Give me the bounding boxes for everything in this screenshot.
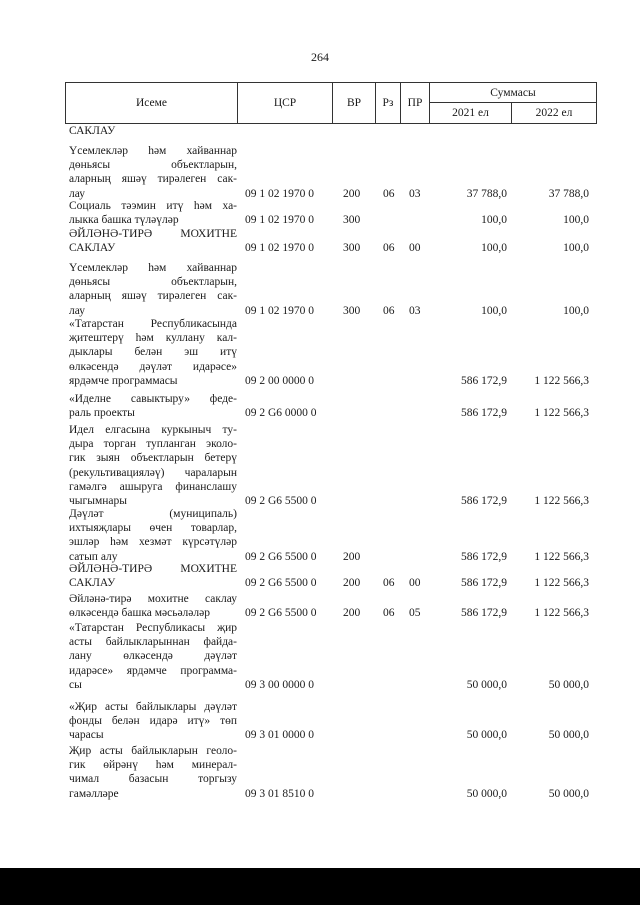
- row-vr: 300: [343, 242, 361, 255]
- row-vr: 200: [343, 187, 361, 200]
- row-csr: 09 3 01 0000 0: [245, 729, 314, 742]
- row-amount-2021: 100,0: [481, 242, 507, 255]
- header-pr: ПР: [400, 82, 430, 124]
- row-rz: 06: [383, 304, 395, 317]
- table-row: [65, 227, 597, 255]
- table-row: [65, 261, 597, 318]
- table-row: [65, 199, 597, 227]
- row-name-line: фонды белән идарә итү» төп: [69, 715, 237, 728]
- row-name-line: идарәсе» ярдәмче программа-: [69, 664, 237, 677]
- row-name-line: Дәүләт (муниципаль): [69, 508, 237, 520]
- row-name: [69, 423, 237, 508]
- row-name-line: сы: [69, 678, 82, 691]
- row-name-line: лыкка башка түләүләр: [69, 214, 179, 227]
- row-csr: 09 1 02 1970 0: [245, 214, 314, 227]
- row-amount-2021: 586 172,9: [461, 495, 507, 507]
- row-amount-2022: 100,0: [563, 214, 589, 227]
- row-name-line: САКЛАУ: [69, 242, 116, 255]
- row-name-line: «Татарстан Республикасы җир: [69, 622, 237, 634]
- table-row: [65, 392, 597, 420]
- row-name-line: аларның яшәү тирәлеген сак-: [69, 290, 237, 303]
- row-name-line: Үсемлекләр һәм хайваннар: [69, 145, 237, 157]
- header-vr: ВР: [332, 82, 376, 124]
- row-amount-2022: 50 000,0: [548, 787, 589, 800]
- row-rz: 06: [383, 607, 395, 620]
- row-name-line: асты байлыкларыннан файда-: [69, 636, 237, 649]
- scan-bottom-bar: [0, 868, 640, 905]
- row-name-line: «Җир асты байлыклары дәүләт: [69, 701, 237, 713]
- row-amount-2022: 1 122 566,3: [534, 407, 589, 420]
- page-number: 264: [311, 50, 329, 64]
- row-name-line: лану өлкәсендә дәүләт: [69, 650, 237, 663]
- row-pr: 05: [409, 607, 421, 620]
- row-csr: 09 2 G6 5500 0: [245, 577, 317, 590]
- row-amount-2022: 1 122 566,3: [534, 550, 589, 563]
- header-rz: Рз: [375, 82, 401, 124]
- row-amount-2022: 50 000,0: [548, 729, 589, 742]
- table-row: [65, 124, 597, 138]
- row-csr: 09 1 02 1970 0: [245, 304, 314, 317]
- row-rz: 06: [383, 577, 395, 590]
- row-name-line: «Татарстан Республикасында: [69, 318, 237, 330]
- row-name-line: САКЛАУ: [69, 577, 116, 590]
- row-name-line: Идел елгасына куркыныч ту-: [69, 424, 237, 436]
- row-csr: 09 2 G6 5500 0: [245, 495, 317, 507]
- row-name-line: ӘЙЛӘНӘ-ТИРӘ МОХИТНЕ: [69, 228, 237, 240]
- row-amount-2022: 1 122 566,3: [534, 495, 589, 507]
- row-csr: 09 2 G6 5500 0: [245, 550, 317, 563]
- row-name-line: өлкәсендә дәүләт идарәсе»: [69, 360, 237, 373]
- header-csr: ЦСР: [237, 82, 333, 124]
- row-name-line: ихтыяҗлары өчен товарлар,: [69, 522, 237, 535]
- row-amount-2021: 586 172,9: [461, 374, 507, 387]
- row-name: [69, 199, 237, 227]
- row-name: [69, 227, 237, 255]
- row-name-line: ярдәмче программасы: [69, 374, 178, 387]
- row-name-line: аларның яшәү тирәлеген сак-: [69, 173, 237, 186]
- row-name: [69, 592, 237, 620]
- row-name-line: чыгымнары: [69, 494, 127, 507]
- table-row: [65, 592, 597, 620]
- row-csr: 09 2 G6 0000 0: [245, 407, 317, 420]
- table-row: [65, 423, 597, 508]
- row-amount-2021: 50 000,0: [466, 787, 507, 800]
- row-csr: 09 2 00 0000 0: [245, 374, 314, 387]
- row-name-line: ӘЙЛӘНӘ-ТИРӘ МОХИТНЕ: [69, 563, 237, 575]
- row-name: [69, 392, 237, 420]
- row-name-line: дөньясы объектларын,: [69, 159, 237, 172]
- row-amount-2021: 586 172,9: [461, 577, 507, 590]
- row-name-line: Җир асты байлыкларын геоло-: [69, 745, 237, 757]
- row-name-line: «Иделне савыктыру» феде-: [69, 393, 237, 405]
- row-name-line: эшләр һәм хезмәт күрсәтүләр: [69, 536, 237, 549]
- row-name-line: сатып алу: [69, 550, 118, 563]
- row-name: [69, 144, 237, 201]
- row-vr: 200: [343, 550, 361, 563]
- row-name: [69, 261, 237, 318]
- row-name-line: дыклары белән эш итү: [69, 346, 237, 359]
- row-name-line: гамәлгә ашыруга финанслашу: [69, 480, 237, 493]
- row-name-line: лау: [69, 187, 86, 200]
- row-amount-2021: 50 000,0: [466, 729, 507, 742]
- row-name-line: гик өйрәнү һәм минерал-: [69, 759, 237, 772]
- row-amount-2021: 586 172,9: [461, 550, 507, 563]
- row-csr: 09 2 G6 5500 0: [245, 607, 317, 620]
- row-name-line: Социаль тәэмин итү һәм ха-: [69, 200, 237, 212]
- row-amount-2022: 100,0: [563, 242, 589, 255]
- row-name-line: гамәлләре: [69, 787, 119, 800]
- row-vr: 300: [343, 304, 361, 317]
- table-row: [65, 562, 597, 590]
- row-csr: 09 1 02 1970 0: [245, 187, 314, 200]
- row-vr: 300: [343, 214, 361, 227]
- row-name-line: Үсемлекләр һәм хайваннар: [69, 262, 237, 274]
- header-year-2021: 2021 ел: [429, 102, 512, 124]
- row-name-line: лау: [69, 304, 86, 317]
- row-name-line: (рекультивацияләү) чараларын: [69, 466, 237, 479]
- row-csr: 09 3 00 0000 0: [245, 678, 314, 691]
- table-row: [65, 144, 597, 201]
- row-vr: 200: [343, 577, 361, 590]
- row-name: [69, 124, 237, 138]
- row-rz: 06: [383, 242, 395, 255]
- row-name-line: Әйләнә-тирә мохитне саклау: [69, 593, 237, 605]
- row-name: [69, 700, 237, 743]
- row-amount-2021: 100,0: [481, 304, 507, 317]
- row-pr: 00: [409, 577, 421, 590]
- table-row: [65, 744, 597, 801]
- row-name: [69, 744, 237, 801]
- table-row: [65, 317, 597, 388]
- row-name-line: дыра торган тупланган эколо-: [69, 438, 237, 451]
- row-name-line: САКЛАУ: [69, 125, 116, 137]
- row-name-line: гик зыян объектларын бетерү: [69, 452, 237, 465]
- row-amount-2022: 100,0: [563, 304, 589, 317]
- header-name: Исеме: [65, 82, 238, 124]
- table-row: [65, 621, 597, 692]
- header-year-2022: 2022 ел: [511, 102, 597, 124]
- row-name-line: чимал базасын торгызу: [69, 773, 237, 786]
- row-name-line: дөньясы объектларын,: [69, 276, 237, 289]
- row-name-line: өлкәсендә башка мәсьәләләр: [69, 607, 210, 620]
- row-amount-2021: 50 000,0: [466, 678, 507, 691]
- row-amount-2021: 586 172,9: [461, 607, 507, 620]
- row-amount-2022: 1 122 566,3: [534, 607, 589, 620]
- row-amount-2022: 1 122 566,3: [534, 374, 589, 387]
- row-amount-2022: 50 000,0: [548, 678, 589, 691]
- row-rz: 06: [383, 187, 395, 200]
- row-pr: 03: [409, 304, 421, 317]
- row-name-line: җитештерү һәм куллану кал-: [69, 332, 237, 345]
- row-name: [69, 621, 237, 692]
- row-csr: 09 1 02 1970 0: [245, 242, 314, 255]
- row-name-line: раль проекты: [69, 407, 135, 420]
- row-amount-2021: 586 172,9: [461, 407, 507, 420]
- row-amount-2021: 100,0: [481, 214, 507, 227]
- table-row: [65, 507, 597, 564]
- row-vr: 200: [343, 607, 361, 620]
- row-pr: 00: [409, 242, 421, 255]
- row-amount-2022: 37 788,0: [548, 187, 589, 200]
- header-sums: Суммасы: [429, 82, 597, 103]
- row-name: [69, 507, 237, 564]
- row-amount-2022: 1 122 566,3: [534, 577, 589, 590]
- row-amount-2021: 37 788,0: [466, 187, 507, 200]
- row-name: [69, 317, 237, 388]
- row-pr: 03: [409, 187, 421, 200]
- row-name: [69, 562, 237, 590]
- row-csr: 09 3 01 8510 0: [245, 787, 314, 800]
- table-row: [65, 700, 597, 743]
- row-name-line: чарасы: [69, 729, 104, 742]
